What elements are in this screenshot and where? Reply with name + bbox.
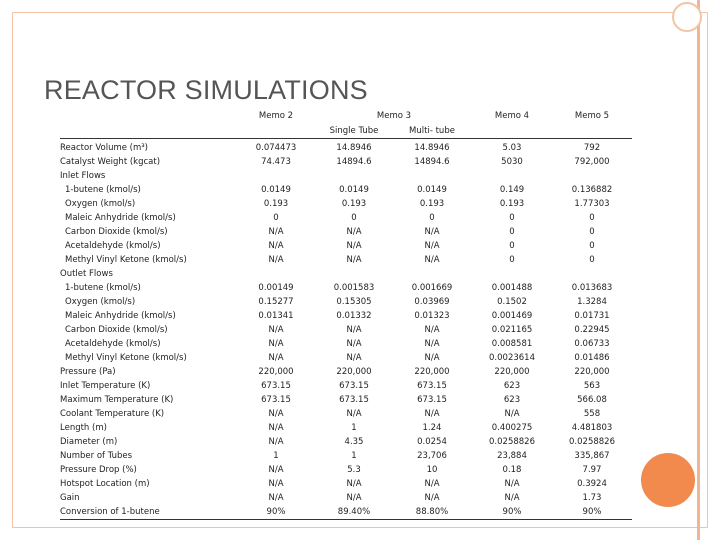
cell-memo3-single: 673.15 <box>339 381 369 391</box>
cell-memo5: 1.3284 <box>577 297 607 307</box>
row-label: Carbon Dioxide (kmol/s) <box>65 325 168 335</box>
cell-memo4: 90% <box>472 505 552 520</box>
cell-memo2: 0 <box>273 213 279 223</box>
cell-memo4: 0.021165 <box>491 325 533 335</box>
cell-memo4: 0 <box>509 255 515 265</box>
row-label: Coolant Temperature (K) <box>60 409 165 419</box>
row-label: Carbon Dioxide (kmol/s) <box>65 227 168 237</box>
header-row-1 <box>60 108 632 124</box>
cell-memo4: N/A <box>504 479 520 489</box>
cell-memo2 <box>236 267 316 281</box>
row-label: Outlet Flows <box>60 269 113 279</box>
cell-memo2: N/A <box>268 241 284 251</box>
decorative-circle-outline <box>672 2 702 32</box>
decorative-circle <box>641 453 695 507</box>
header-memo4: Memo 4 <box>494 111 530 121</box>
cell-memo3-multi: 0.03969 <box>414 297 450 307</box>
cell-memo3-multi: 88.80% <box>392 505 472 520</box>
cell-memo5: 220,000 <box>574 367 610 377</box>
row-label: Hotspot Location (m) <box>60 479 150 489</box>
cell-memo3-single: N/A <box>346 353 362 363</box>
row-label: Inlet Temperature (K) <box>60 381 151 391</box>
header-blank <box>60 108 236 124</box>
cell-memo2: 673.15 <box>261 381 291 391</box>
row-label: Conversion of 1-butene <box>60 505 236 520</box>
cell-memo2: 1 <box>273 451 279 461</box>
cell-memo2: N/A <box>268 465 284 475</box>
cell-memo4: 0 <box>509 213 515 223</box>
table-row <box>60 183 632 197</box>
row-label: Number of Tubes <box>60 451 133 461</box>
cell-memo3-multi: 0 <box>429 213 435 223</box>
cell-memo3-single: 5.3 <box>347 465 361 475</box>
cell-memo2: N/A <box>268 353 284 363</box>
table-row <box>60 281 632 295</box>
cell-memo4: 0.0023614 <box>489 353 535 363</box>
cell-memo3-single: 0.0149 <box>339 185 369 195</box>
cell-memo3-multi: N/A <box>424 241 440 251</box>
cell-memo4: N/A <box>504 493 520 503</box>
cell-memo2: 0.0149 <box>261 185 291 195</box>
row-label: Oxygen (kmol/s) <box>65 199 136 209</box>
cell-memo4: 0 <box>509 241 515 251</box>
cell-memo2: 0.01341 <box>258 311 294 321</box>
cell-memo3-multi <box>392 267 472 281</box>
table-row <box>60 505 632 520</box>
cell-memo3-single: 0 <box>351 213 357 223</box>
cell-memo2: 74.473 <box>261 157 291 167</box>
cell-memo3-single: 0.193 <box>341 199 367 209</box>
row-label: Diameter (m) <box>60 437 118 447</box>
row-label: Methyl Vinyl Ketone (kmol/s) <box>65 255 187 265</box>
cell-memo5: 558 <box>583 409 601 419</box>
cell-memo2: 0.00149 <box>258 283 294 293</box>
cell-memo2: N/A <box>268 227 284 237</box>
cell-memo4: 0.001488 <box>491 283 533 293</box>
cell-memo3-single: 0.15305 <box>336 297 372 307</box>
table-row <box>60 309 632 323</box>
cell-memo3-multi: N/A <box>424 409 440 419</box>
cell-memo4 <box>472 169 552 183</box>
table-row <box>60 225 632 239</box>
header-single-tube: Single Tube <box>316 124 392 139</box>
cell-memo5: 792,000 <box>574 157 610 167</box>
cell-memo3-single: 0.01332 <box>336 311 372 321</box>
cell-memo4: 23,884 <box>497 451 527 461</box>
cell-memo4: 623 <box>503 395 521 405</box>
table-row <box>60 449 632 463</box>
cell-memo5: 0.013683 <box>571 283 613 293</box>
cell-memo3-single: N/A <box>346 409 362 419</box>
cell-memo4: 5.03 <box>502 143 522 153</box>
table-row <box>60 351 632 365</box>
decorative-vertical-line <box>697 0 700 540</box>
cell-memo4: 0 <box>509 227 515 237</box>
cell-memo3-single: 1 <box>351 451 357 461</box>
cell-memo3-multi: 673.15 <box>417 381 447 391</box>
cell-memo3-multi: N/A <box>424 339 440 349</box>
cell-memo4: 220,000 <box>494 367 530 377</box>
cell-memo3-single: N/A <box>346 241 362 251</box>
table-row <box>60 139 632 156</box>
cell-memo4: 0.008581 <box>491 339 533 349</box>
cell-memo2: 220,000 <box>258 367 294 377</box>
table-row <box>60 435 632 449</box>
table-row <box>60 295 632 309</box>
table-row <box>60 239 632 253</box>
cell-memo5: 0 <box>589 255 595 265</box>
cell-memo4: N/A <box>504 409 520 419</box>
cell-memo5: 0.01486 <box>574 353 610 363</box>
cell-memo4: 0.18 <box>502 465 522 475</box>
header-multi-tube: Multi- tube <box>392 124 472 139</box>
row-label: Length (m) <box>60 423 107 433</box>
cell-memo5: 0 <box>589 227 595 237</box>
table-row <box>60 169 632 183</box>
cell-memo4: 0.0258826 <box>489 437 535 447</box>
cell-memo5: 1.77303 <box>574 199 610 209</box>
cell-memo3-multi: N/A <box>424 227 440 237</box>
cell-memo2: N/A <box>268 339 284 349</box>
header-memo5: Memo 5 <box>574 111 610 121</box>
cell-memo5 <box>552 267 632 281</box>
table-row <box>60 253 632 267</box>
reactor-simulations-table <box>60 108 632 520</box>
cell-memo3-multi: 14.8946 <box>414 143 450 153</box>
table-row <box>60 421 632 435</box>
cell-memo2: 0.074473 <box>255 143 297 153</box>
cell-memo5: 0.3924 <box>577 479 607 489</box>
cell-memo3-multi <box>392 169 472 183</box>
cell-memo5: 563 <box>583 381 601 391</box>
header-memo3: Memo 3 <box>376 111 412 121</box>
table-body <box>60 139 632 520</box>
cell-memo5: 0.22945 <box>574 325 610 335</box>
cell-memo5: 0.0258826 <box>569 437 615 447</box>
header-blank <box>472 124 552 139</box>
cell-memo3-multi: 0.193 <box>419 199 445 209</box>
table-row <box>60 393 632 407</box>
cell-memo2 <box>236 169 316 183</box>
cell-memo3-single: N/A <box>346 227 362 237</box>
row-label: Pressure Drop (%) <box>60 465 137 475</box>
cell-memo2: 0.193 <box>263 199 289 209</box>
row-label: Catalyst Weight (kgcat) <box>60 157 161 167</box>
cell-memo5: 566.08 <box>577 395 607 405</box>
header-blank <box>60 124 236 139</box>
cell-memo3-multi: 1.24 <box>422 423 442 433</box>
row-label: Acetaldehyde (kmol/s) <box>65 241 161 251</box>
cell-memo3-single: 673.15 <box>339 395 369 405</box>
cell-memo5: 0 <box>589 241 595 251</box>
cell-memo5: 335,867 <box>574 451 610 461</box>
table-row <box>60 211 632 225</box>
row-label: Reactor Volume (m³) <box>60 143 149 153</box>
cell-memo3-multi: 0.0254 <box>417 437 447 447</box>
cell-memo3-single: N/A <box>346 479 362 489</box>
row-label: 1-butene (kmol/s) <box>65 283 141 293</box>
cell-memo3-single: N/A <box>346 493 362 503</box>
row-label: Acetaldehyde (kmol/s) <box>65 339 161 349</box>
cell-memo2: N/A <box>268 409 284 419</box>
cell-memo5 <box>552 169 632 183</box>
cell-memo4 <box>472 267 552 281</box>
row-label: Maleic Anhydride (kmol/s) <box>65 311 176 321</box>
cell-memo5: 792 <box>583 143 601 153</box>
row-label: Methyl Vinyl Ketone (kmol/s) <box>65 353 187 363</box>
table-row <box>60 155 632 169</box>
cell-memo3-multi: 0.01323 <box>414 311 450 321</box>
cell-memo5: 7.97 <box>582 465 602 475</box>
cell-memo4: 0.1502 <box>497 297 527 307</box>
header-row-2 <box>60 124 632 139</box>
cell-memo3-single: 1 <box>351 423 357 433</box>
cell-memo2: N/A <box>268 325 284 335</box>
cell-memo4: 0.193 <box>499 199 525 209</box>
table-row <box>60 337 632 351</box>
cell-memo2: 673.15 <box>261 395 291 405</box>
row-label: Maximum Temperature (K) <box>60 395 174 405</box>
cell-memo3-single: N/A <box>346 255 362 265</box>
table-row <box>60 379 632 393</box>
cell-memo2: N/A <box>268 255 284 265</box>
cell-memo4: 0.001469 <box>491 311 533 321</box>
table-row <box>60 477 632 491</box>
table-row <box>60 407 632 421</box>
table-row <box>60 197 632 211</box>
cell-memo3-single: 4.35 <box>344 437 364 447</box>
cell-memo3-multi: 0.0149 <box>417 185 447 195</box>
cell-memo3-multi: N/A <box>424 255 440 265</box>
row-label: Oxygen (kmol/s) <box>65 297 136 307</box>
cell-memo5: 0.01731 <box>574 311 610 321</box>
cell-memo4: 623 <box>503 381 521 391</box>
cell-memo3-multi: 23,706 <box>417 451 447 461</box>
header-blank <box>552 124 632 139</box>
row-label: Pressure (Pa) <box>60 367 116 377</box>
cell-memo2: 90% <box>236 505 316 520</box>
table-row <box>60 491 632 505</box>
cell-memo5: 90% <box>552 505 632 520</box>
slide-title: REACTOR SIMULATIONS <box>44 75 368 105</box>
cell-memo5: 0.06733 <box>574 339 610 349</box>
cell-memo3-single: 14894.6 <box>336 157 372 167</box>
cell-memo3-multi: 0.001669 <box>411 283 453 293</box>
cell-memo3-single <box>316 169 392 183</box>
cell-memo3-multi: N/A <box>424 479 440 489</box>
cell-memo2: N/A <box>268 479 284 489</box>
cell-memo3-single: N/A <box>346 339 362 349</box>
cell-memo3-multi: N/A <box>424 493 440 503</box>
row-label: Gain <box>60 493 80 503</box>
cell-memo3-single: 0.001583 <box>333 283 375 293</box>
cell-memo3-multi: 220,000 <box>414 367 450 377</box>
row-label: Inlet Flows <box>60 171 106 181</box>
cell-memo3-multi: 10 <box>426 465 438 475</box>
header-memo2: Memo 2 <box>258 111 294 121</box>
cell-memo3-single: 89.40% <box>316 505 392 520</box>
row-label: 1-butene (kmol/s) <box>65 185 141 195</box>
cell-memo3-single: 14.8946 <box>336 143 372 153</box>
cell-memo3-multi: N/A <box>424 353 440 363</box>
cell-memo3-single: 220,000 <box>336 367 372 377</box>
cell-memo2: N/A <box>268 423 284 433</box>
cell-memo2: N/A <box>268 437 284 447</box>
cell-memo5: 0.136882 <box>571 185 613 195</box>
cell-memo3-multi: N/A <box>424 325 440 335</box>
table-row <box>60 463 632 477</box>
cell-memo3-single <box>316 267 392 281</box>
cell-memo2: N/A <box>268 493 284 503</box>
table-row <box>60 323 632 337</box>
header-blank <box>236 124 316 139</box>
cell-memo3-single: N/A <box>346 325 362 335</box>
table-row <box>60 267 632 281</box>
row-label: Maleic Anhydride (kmol/s) <box>65 213 176 223</box>
cell-memo5: 1.73 <box>582 493 602 503</box>
cell-memo4: 0.400275 <box>491 423 533 433</box>
cell-memo2: 0.15277 <box>258 297 294 307</box>
cell-memo5: 4.481803 <box>571 423 613 433</box>
cell-memo3-multi: 673.15 <box>417 395 447 405</box>
table-row <box>60 365 632 379</box>
cell-memo5: 0 <box>589 213 595 223</box>
cell-memo4: 0.149 <box>499 185 525 195</box>
cell-memo4: 5030 <box>501 157 523 167</box>
cell-memo3-multi: 14894.6 <box>414 157 450 167</box>
